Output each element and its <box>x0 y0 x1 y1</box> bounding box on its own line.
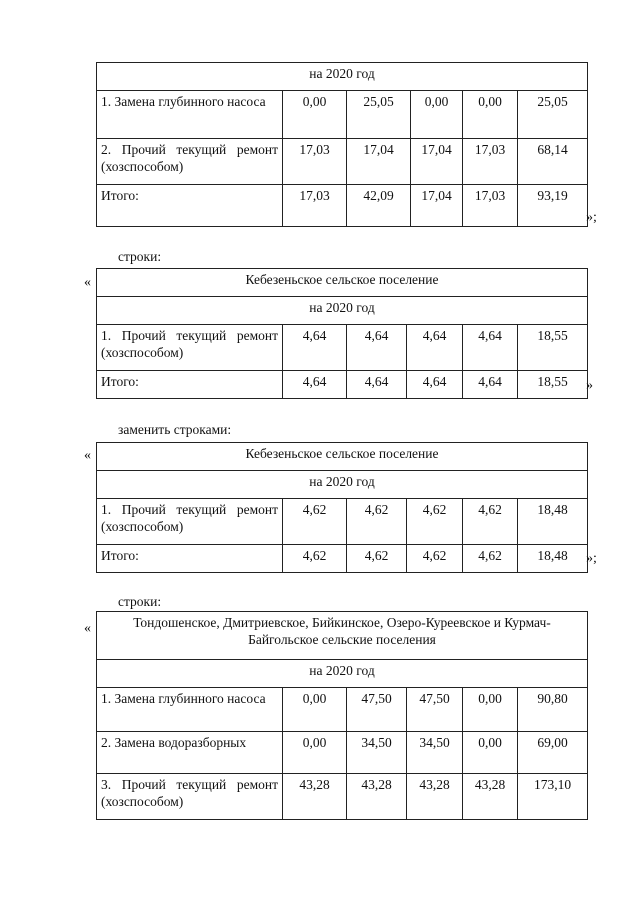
table-block-2 <box>96 268 588 399</box>
cell-value: 4,64 <box>347 371 407 399</box>
cell-value: 17,04 <box>347 139 411 185</box>
cell-value: 43,28 <box>347 774 407 820</box>
table-row <box>97 91 588 139</box>
closing-quote-mark: »; <box>586 210 597 225</box>
instruction-text: заменить строками: <box>118 422 232 437</box>
cell-value: 4,62 <box>407 545 463 573</box>
table-block-3 <box>96 442 588 573</box>
cell-value: 0,00 <box>463 91 518 139</box>
settlement-name: Тондошенское, Дмитриевское, Бийкинское, Озеро-Куреевское и Курмач-Байгольское сельские поселения <box>97 612 588 660</box>
cell-value: 17,03 <box>463 185 518 227</box>
cell-value: 4,62 <box>283 545 347 573</box>
table-row <box>97 499 588 545</box>
cell-value: 4,62 <box>283 499 347 545</box>
row-label: 1. Замена глубинного насоса <box>97 688 283 732</box>
instruction-text: строки: <box>118 249 162 264</box>
cell-total: 18,48 <box>518 545 588 573</box>
table-row <box>97 139 588 185</box>
table-block-4 <box>96 611 588 820</box>
cell-value: 47,50 <box>347 688 407 732</box>
cell-total: 18,55 <box>518 371 588 399</box>
year-header: на 2020 год <box>97 660 588 688</box>
cell-total: 68,14 <box>518 139 588 185</box>
cell-value: 34,50 <box>347 732 407 774</box>
row-label: Итого: <box>97 545 283 573</box>
row-label: 1. Прочий текущий ремонт (хозспособом) <box>97 325 283 371</box>
closing-quote-mark: » <box>586 378 593 393</box>
cell-value: 17,04 <box>411 139 463 185</box>
cell-value: 4,62 <box>463 545 518 573</box>
budget-table-1 <box>96 62 588 227</box>
row-label: 1. Замена глубинного насоса <box>97 91 283 139</box>
table-row <box>97 732 588 774</box>
cell-total: 93,19 <box>518 185 588 227</box>
settlement-name: Кебезеньское сельское поселение <box>97 269 588 297</box>
year-header: на 2020 год <box>97 297 588 325</box>
cell-value: 4,64 <box>283 371 347 399</box>
year-header: на 2020 год <box>97 63 588 91</box>
cell-value: 42,09 <box>347 185 411 227</box>
cell-value: 47,50 <box>407 688 463 732</box>
cell-value: 43,28 <box>407 774 463 820</box>
cell-value: 4,64 <box>407 371 463 399</box>
row-label: Итого: <box>97 371 283 399</box>
table-row <box>97 325 588 371</box>
cell-value: 43,28 <box>463 774 518 820</box>
table-row-total <box>97 545 588 573</box>
cell-value: 0,00 <box>411 91 463 139</box>
table-row-total <box>97 185 588 227</box>
cell-value: 4,62 <box>463 499 518 545</box>
budget-table-3 <box>96 442 588 573</box>
cell-value: 0,00 <box>283 732 347 774</box>
cell-total: 18,55 <box>518 325 588 371</box>
cell-value: 4,64 <box>283 325 347 371</box>
cell-value: 17,03 <box>463 139 518 185</box>
table-row <box>97 688 588 732</box>
budget-table-2 <box>96 268 588 399</box>
row-label: 2. Прочий текущий ремонт (хозспособом) <box>97 139 283 185</box>
instruction-text: строки: <box>118 594 162 609</box>
cell-total: 69,00 <box>518 732 588 774</box>
table-row <box>97 774 588 820</box>
cell-value: 0,00 <box>463 732 518 774</box>
cell-value: 0,00 <box>463 688 518 732</box>
closing-quote-mark: »; <box>586 551 597 566</box>
opening-quote-mark: « <box>84 275 91 290</box>
cell-value: 4,64 <box>463 325 518 371</box>
cell-value: 4,62 <box>347 499 407 545</box>
cell-value: 43,28 <box>283 774 347 820</box>
row-label: 2. Замена водоразборных <box>97 732 283 774</box>
cell-total: 173,10 <box>518 774 588 820</box>
cell-value: 25,05 <box>347 91 411 139</box>
cell-value: 34,50 <box>407 732 463 774</box>
cell-value: 4,64 <box>463 371 518 399</box>
cell-value: 17,03 <box>283 139 347 185</box>
cell-value: 17,03 <box>283 185 347 227</box>
table-row-total <box>97 371 588 399</box>
row-label: 3. Прочий текущий ремонт (хозспособом) <box>97 774 283 820</box>
year-header: на 2020 год <box>97 471 588 499</box>
row-label: Итого: <box>97 185 283 227</box>
row-label: 1. Прочий текущий ремонт (хозспособом) <box>97 499 283 545</box>
cell-total: 25,05 <box>518 91 588 139</box>
cell-value: 4,62 <box>347 545 407 573</box>
opening-quote-mark: « <box>84 448 91 463</box>
opening-quote-mark: « <box>84 621 91 636</box>
settlement-name: Кебезеньское сельское поселение <box>97 443 588 471</box>
cell-total: 90,80 <box>518 688 588 732</box>
cell-value: 4,62 <box>407 499 463 545</box>
cell-value: 4,64 <box>347 325 407 371</box>
cell-value: 0,00 <box>283 91 347 139</box>
budget-table-4 <box>96 611 588 820</box>
cell-value: 17,04 <box>411 185 463 227</box>
table-block-1 <box>96 62 588 227</box>
cell-total: 18,48 <box>518 499 588 545</box>
cell-value: 0,00 <box>283 688 347 732</box>
cell-value: 4,64 <box>407 325 463 371</box>
